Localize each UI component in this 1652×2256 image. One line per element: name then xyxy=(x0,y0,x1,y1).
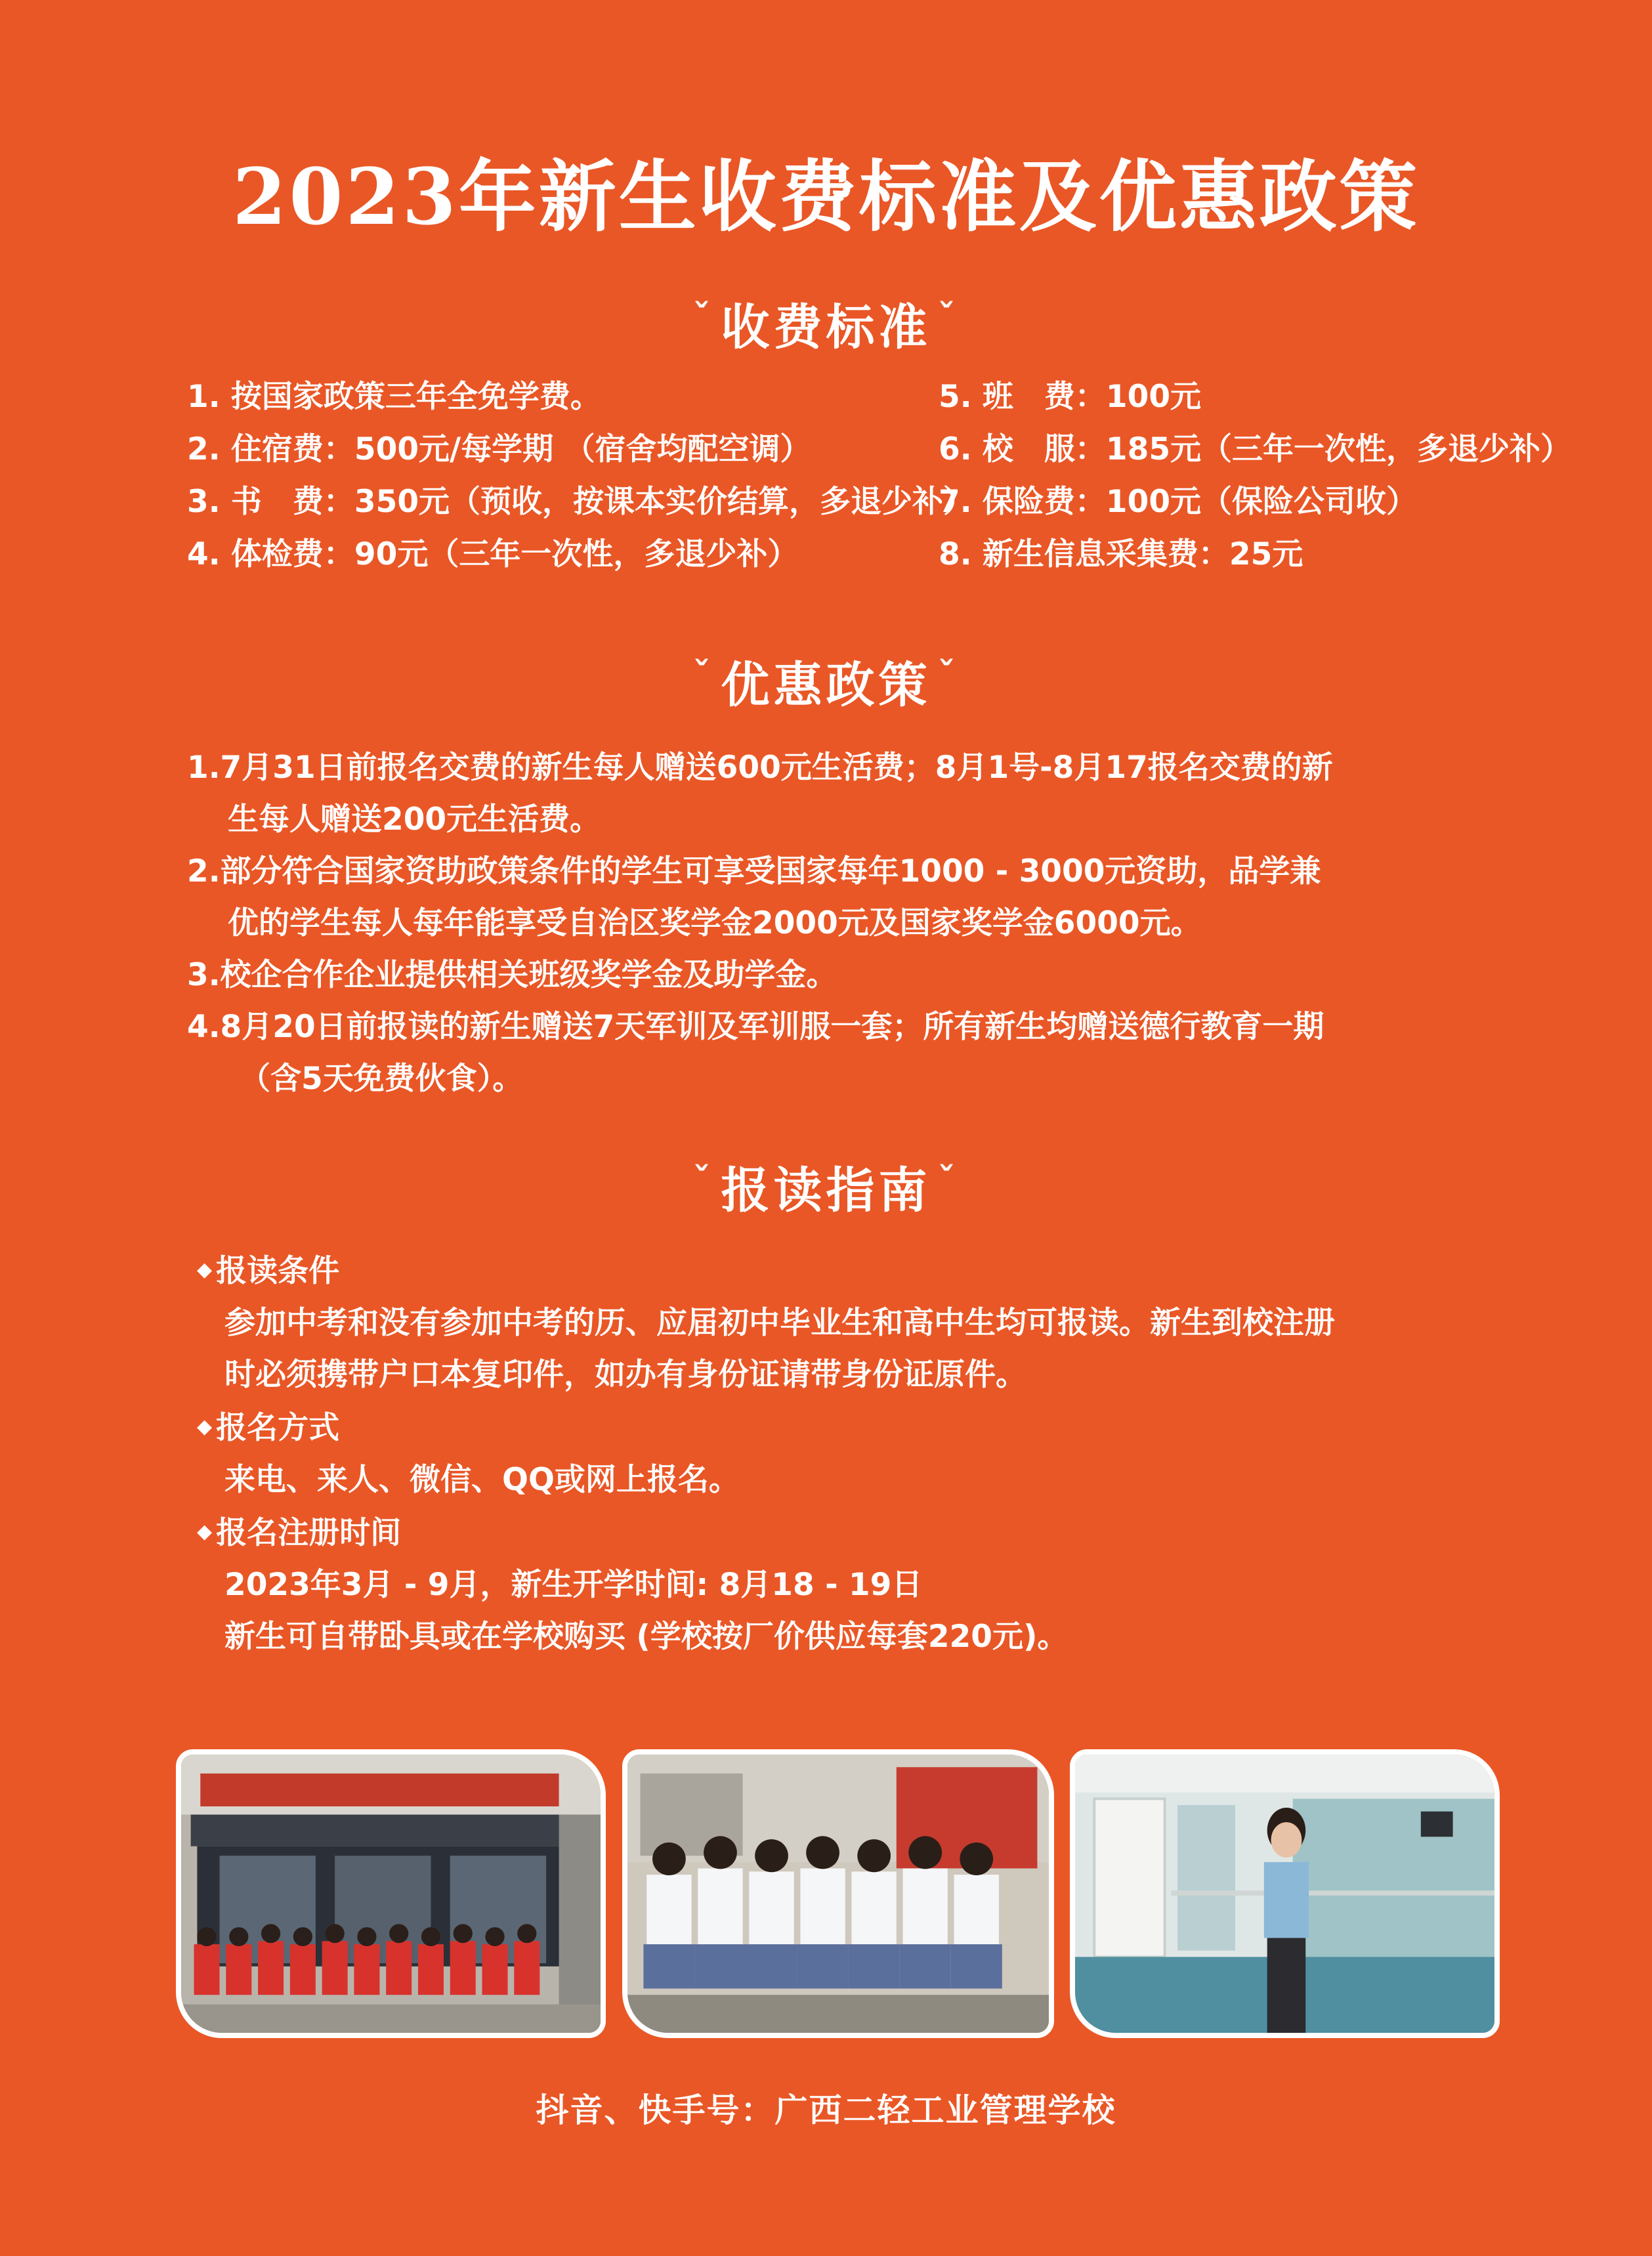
guide-heading xyxy=(0,1152,1652,1222)
fee-item: 1. 按国家政策三年全免学费。 xyxy=(187,379,601,415)
policy-heading xyxy=(0,647,1652,716)
guide-methods-line: 来电、来人、微信、QQ或网上报名。 xyxy=(224,1462,740,1498)
photo-dance-studio xyxy=(1070,1749,1500,2038)
guide-conditions-line: 时必须携带户口本复印件，如办有身份证请带身份证原件。 xyxy=(224,1357,1027,1393)
diamond-bullet-icon: ◆ xyxy=(197,1520,213,1543)
guide-time-line: 2023年3月 - 9月，新生开学时间: 8月18 - 19日 xyxy=(224,1567,923,1603)
policy-item-1-line2: 生每人赠送200元生活费。 xyxy=(228,801,601,838)
tick-mark-left: ˇ xyxy=(692,296,715,338)
photo-dance-studio-image xyxy=(1075,1755,1494,2033)
policy-item-3: 3.校企合作企业提供相关班级奖学金及助学金。 xyxy=(187,957,837,993)
photo-strip xyxy=(0,1749,1652,2038)
photo-students-uniforms-image xyxy=(627,1755,1049,2033)
poster-title: 2023年新生收费标准及优惠政策 xyxy=(232,151,1420,242)
fees-heading xyxy=(0,289,1652,358)
diamond-bullet-icon: ◆ xyxy=(197,1258,213,1281)
tick-mark-right: ˇ xyxy=(937,296,960,338)
tick-mark-left: ˇ xyxy=(692,1159,715,1201)
policy-list xyxy=(187,742,1552,1105)
policy-item-4-line1: 4.8月20日前报读的新生赠送7天军训及军训服一套；所有新生均赠送德行教育一期 xyxy=(187,1009,1324,1045)
guide-time-label: ◆ 报名注册时间 xyxy=(197,1515,402,1551)
guide-conditions-label: ◆ 报读条件 xyxy=(197,1253,340,1289)
policy-heading-text: 优惠政策 xyxy=(721,657,931,713)
fee-item: 4. 体检费：90元（三年一次性，多退少补） xyxy=(187,536,799,572)
footer-social-account: 抖音、快手号：广西二轻工业管理学校 xyxy=(536,2091,1116,2129)
fee-item: 8. 新生信息采集费：25元 xyxy=(939,536,1303,572)
photo-students-uniforms xyxy=(622,1749,1054,2038)
guide-conditions-line: 参加中考和没有参加中考的历、应届初中毕业生和高中生均可报读。新生到校注册 xyxy=(224,1305,1335,1341)
fee-item: 7. 保险费：100元（保险公司收） xyxy=(939,484,1418,520)
guide-time-line: 新生可自带卧具或在学校购买 (学校按厂价供应每套220元)。 xyxy=(224,1619,1069,1655)
tick-mark-right: ˇ xyxy=(937,1159,960,1201)
guide-methods-label: ◆ 报名方式 xyxy=(197,1410,340,1446)
policy-item-4-line2: （含5天免费伙食）。 xyxy=(240,1061,524,1097)
fee-item: 6. 校 服：185元（三年一次性，多退少补） xyxy=(939,431,1572,467)
policy-item-2-line2: 优的学生每人每年能享受自治区奖学金2000元及国家奖学金6000元。 xyxy=(228,905,1202,941)
policy-item-2-line1: 2.部分符合国家资助政策条件的学生可享受国家每年1000 - 3000元资助，品学兼 xyxy=(187,853,1321,889)
policy-item-1-line1: 1.7月31日前报名交费的新生每人赠送600元生活费；8月1号-8月17报名交费的新 xyxy=(187,750,1333,786)
tick-mark-left: ˇ xyxy=(692,654,715,696)
fees-heading-text: 收费标准 xyxy=(721,299,931,356)
photo-students-red-shirts xyxy=(176,1749,606,2038)
guide-section xyxy=(197,1244,1562,1663)
tick-mark-right: ˇ xyxy=(937,654,960,696)
fees-right-column xyxy=(939,371,1571,581)
diamond-bullet-icon: ◆ xyxy=(197,1415,213,1438)
fee-item: 2. 住宿费：500元/每学期 （宿舍均配空调） xyxy=(187,431,811,467)
fees-left-column xyxy=(187,371,974,581)
fee-item: 3. 书 费：350元（预收，按课本实价结算，多退少补） xyxy=(187,484,975,520)
fee-item: 5. 班 费：100元 xyxy=(939,379,1202,415)
photo-students-red-shirts-image xyxy=(181,1755,601,2033)
guide-heading-text: 报读指南 xyxy=(721,1162,931,1219)
